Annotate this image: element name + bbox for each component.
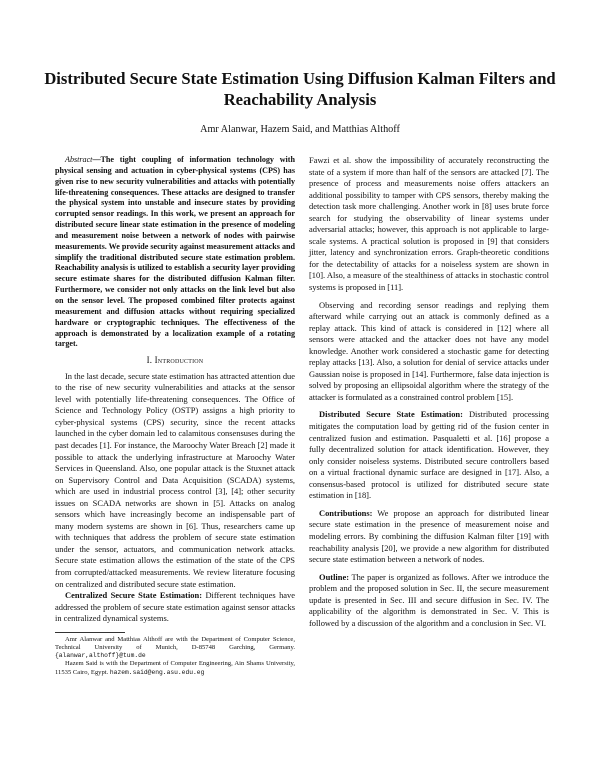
paragraph-text-distributed: Distributed processing mitigates the computation load by getting rid of the fusion center in centralized fusion and estimation. Pasqualetti et al. [16] propose a fully decentralized solution for attack identification. However, they only consider noiseless systems. Distributed secure controllers based on a virtual fractional dynamic surface are designed in [17]. Also, a consensus-based protocol is utilized for distributed secure state estimation in [18]. [309, 409, 549, 501]
paragraph-heading-outline: Outline: [319, 571, 350, 582]
abstract [55, 155, 295, 350]
abstract-dash: — [92, 155, 101, 164]
footnote-1-text: Amr Alanwar and Matthias Althoff are with the Department of Computer Science, Technical University of Munich, D-85748 Garching, Germany. [55, 635, 295, 651]
paragraph-heading-centralized: Centralized Secure State Estimation: [65, 590, 203, 601]
intro-paragraph-1: In the last decade, secure state estimation has attracted attention due to the rise of new security vulnerabilities and attacks at the sensor level with potentially life-threatening consequences. The Office of Science and Technology Policy (OSTP) assigns a high priority to cyber-physical systems (CPS) security, since the recent attacks launched in the cyber domain led to calamitous consensuses during the past decades [1]. For instance, the Maroochy Water Breach [2] made it possible to attack the underlying infrastructure at Maroochy Water Services in Queensland. Also, one popular attack is the Stuxnet attack on Supervisory Control and Data Acquisition (SCADA) systems, which are used in industrial process control [3], [4]; other security issues on SCADA networks are shown in [5]. Attacks on analog sensors which have increasingly become an indispensable part of many modern systems are shown in [6]. Thus, researchers came up with techniques that address the problem of secure state estimation under the sensor, actuators, and communication network attacks. Secure state estimation allows the estimation of the state of the CPS from corrupted/attacked measurements. We review literature focusing on centralized and distributed secure state estimation. [55, 370, 295, 589]
left-column [55, 155, 295, 677]
paragraph-text-contributions: We propose an approach for distributed linear secure state estimation in the presence of measurement noise and modeling errors. By combining the diffusion Kalman filter [19] with reachability analysis [20], we provide a new algorithm for distributed secure state estimation between a network of nodes. [309, 507, 549, 565]
intro-paragraph-2 [55, 590, 295, 625]
footnote-affiliation-1 [55, 636, 295, 661]
related-work-paragraph-1: Fawzi et al. show the impossibility of accurately reconstructing the state of a system if more than half of the sensors are attacked [7]. The presence of process and measurements noise offers attackers an additional possibility to tamper with CPS sensors, thereby making the detection task more challenging. Another work in [8] uses brute force search for studying the observability of linear systems under adversarial attacks; however, this approach is not applicable to large-scale systems. A practical solution is proposed in [9] that considers jitter, latency and synchronization errors. Graph-theoretic conditions for the detectability of attacks for a noiseless system are shown in [10]. Also, a measure of the stealthiness of attacks in stochastic control systems is proposed in [11]. [309, 155, 549, 293]
right-column [309, 155, 549, 629]
contributions-paragraph [309, 508, 549, 566]
paper-authors: Amr Alanwar, Hazem Said, and Matthias Althoff [200, 124, 400, 135]
abstract-label: Abstract [65, 155, 93, 164]
paragraph-text-centralized: Different techniques have addressed the problem of secure state estimation against sensor attacks in centralized dynamical systems. [55, 590, 296, 624]
related-work-paragraph-2: Observing and recording sensor readings and replying them afterward while carrying out an attack is commonly defined as a replay attack. This kind of attack is considered in [12] where all sensors were attacked and the attacker does not have any model knowledge. Another work considered a stochastic game for detecting replay attacks [13]. Also, a solution for denial of service attacks under Gaussian noise is proposed in [14]. Furthermore, false data injection is solved by proposing an ellipsoidal algorithm where the strategy of the attacker is formulated as a constrained control problem [15]. [309, 299, 549, 402]
section-heading-introduction: I. Introduction [146, 355, 204, 366]
outline-paragraph [309, 572, 549, 630]
paper-title: Distributed Secure State Estimation Using Diffusion Kalman Filters and Reachability Analysis [44, 69, 556, 109]
footnote-divider [55, 632, 125, 633]
abstract-text: The tight coupling of information technology with physical sensing and actuation in cyber-physical systems (CPS) has given rise to new security vulnerabilities and attacks with potentially life-threatening consequences. These attacks are designed to transfer the physical system into unstable and insecure states by providing corrupted sensor readings. In this work, we present an approach for distributed secure linear state estimation in the presence of modeling and measurement noise between a network of nodes with pairwise measurements. We provide security against measurement attacks and simplify the traditional distributed secure state estimation problem. Reachability analysis is utilized to establish a security layer providing secure estimate shares for the distributed diffusion Kalman filter. Furthermore, we consider not only attacks on the link level but also on the sensor level. The proposed combined filter protects against measurement and diffusion attacks without requiring specialized hardware or cryptographic techniques. The effectiveness of the approach is demonstrated by a localization example of a rotating target. [55, 155, 295, 349]
paragraph-heading-contributions: Contributions: [319, 507, 373, 518]
footnote-1-email: {alanwar,althoff}@tum.de [55, 652, 146, 660]
footnote-2-text: Hazem Said is with the Department of Computer Engineering, Ain Shams University, 11535 Cairo, Egypt. [55, 660, 295, 676]
distributed-paragraph [309, 409, 549, 501]
paragraph-heading-distributed: Distributed Secure State Estimation: [319, 409, 463, 420]
footnote-2-email: hazem.said@eng.asu.edu.eg [109, 668, 205, 676]
paragraph-text-outline: The paper is organized as follows. After we introduce the problem and the proposed solution in Sec. II, the secure measurement update is presented in Sec. III and secure diffusion in Sec. IV. The applicability of the algorithm is demonstrated in Sec. V. This is followed by a discussion of the algorithm and a conclusion in Sec. VI. [309, 571, 549, 628]
footnote-affiliation-2 [55, 660, 295, 676]
